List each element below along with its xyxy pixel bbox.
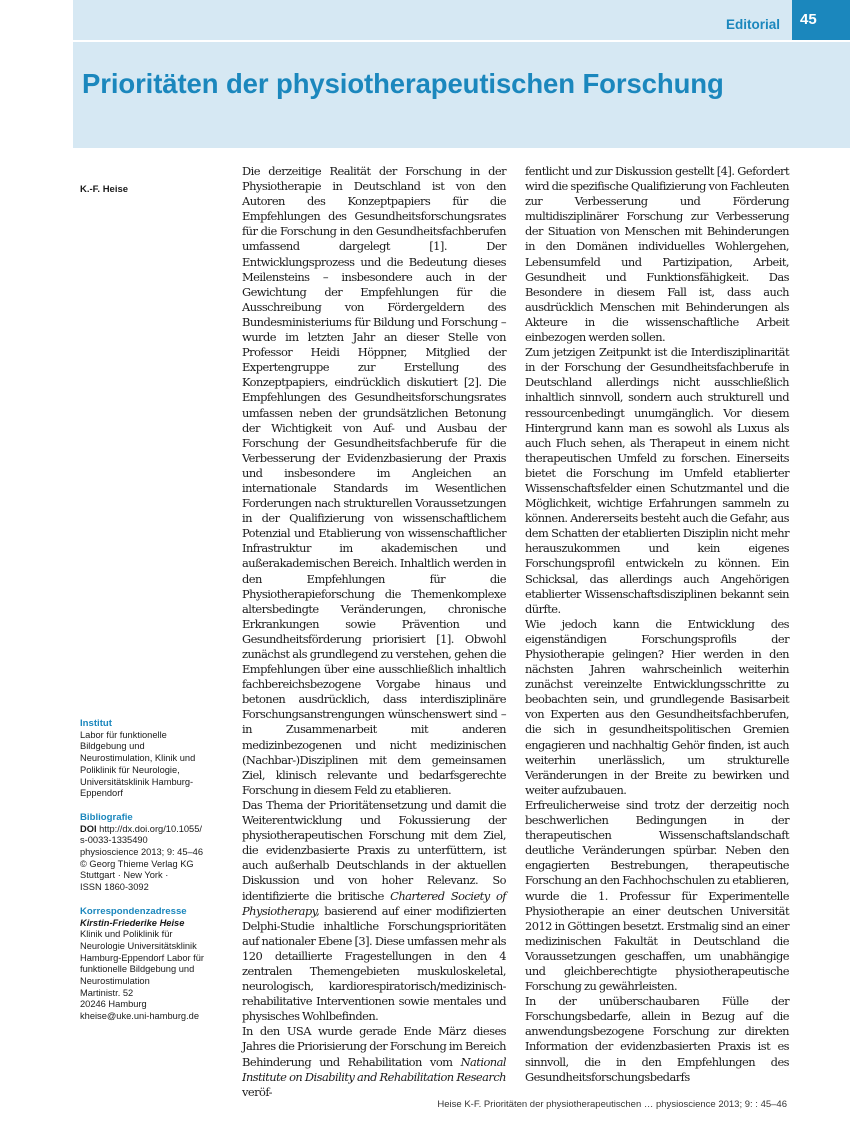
institut-line: Eppendorf	[80, 788, 123, 799]
paragraph: Die derzeitige Realität der Forschung in der Physiotherapie in Deutschland ist von den Autoren des Konzeptpapiers für die Empfehlungen des Gesundheitsforschungsrates für die Forschung in den Gesundheitsfachberufen umfassend dargelegt [1]. Der Entwicklungsprozess und die Bedeutung dieses Meilensteins – insbesondere auch in der Gewichtung der Empfehlungen für die Ausschreibung von Fördergeldern des Bundesministeriums für Bildung und Forschung – wurde im letzten Jahr an dieser Stelle von Professor Heidi Höppner, Mitglied der Expertengruppe zur Erstellung des Konzeptpapiers, eindrücklich diskutiert [2]. Die Empfehlungen des Gesundheitsforschungsrates umfassen neben der grundsätzlichen Betonung der Wichtigkeit von Auf- und Ausbau der Forschung der Gesundheitsfachberufe für die Verbesserung der Evidenzbasierung der Praxis und insbesondere im Angleichen an internationale Standards im Wesentlichen Forderungen nach strukturellen Voraussetzungen in der Qualifizierung von wissenschaftlichem Potenzial und Etablierung von wissenschaftlicher Infrastruktur im akademischen und außerakademischen Bereich. Inhaltlich werden in den Empfehlungen für die Physiotherapieforschung die Themenkomplexe altersbedingte Veränderungen, chronische Erkrankungen sowie Prävention und Gesundheitsförderung priorisiert [1]. Obwohl zunächst als grundlegend zu verstehen, gehen die Empfehlungen über eine ausschließlich inhaltlich fachbereichsbezogene Vorgabe hinaus und betonen ausdrücklich, dass interdisziplinäre Forschungsanstrengungen wünschenswert sind – in Zusammenarbeit mit anderen medizinbezogenen und nicht medizinischen (Nachbar-)Disziplinen mit dem gemeinsamen Ziel, klinisch relevante und bedarfsgerechte Forschung in diesem Feld zu etablieren.	[242, 164, 506, 797]
contact-line: Hamburg-Eppendorf Labor für	[80, 952, 205, 963]
article-title: Prioritäten der physiotherapeutischen Forschung	[82, 68, 724, 99]
emphasis: Chartered Society of Physiotherapy,	[242, 888, 506, 918]
doi-label: DOI	[80, 823, 97, 834]
issn: ISSN 1860-3092	[80, 882, 149, 893]
contact-line: Martinistr. 52	[80, 987, 134, 998]
institut-line: Poliklinik für Neurologie,	[80, 764, 180, 775]
text-column-2	[525, 164, 789, 1085]
paragraph: Erfreulicherweise sind trotz der derzeitig noch beschwerlichen Bedingungen in der therapeutischen Wissenschaftslandschaft deutliche Veränderungen spürbar. Neben den engagierten Bestrebungen, therapeutische Forschung an den Fachhochschulen zu etablieren, wurde die 1. Professur für Experimentelle Physiotherapie an einer deutschen Universität 2012 in Göttingen besetzt. Erstmalig sind an einer medizinischen Fakultät in Deutschland die Voraussetzungen geschaffen, um unabhängige und gleichberechtigte physiotherapeutische Forschung zu gewährleisten.	[525, 797, 789, 994]
institut-line: Neurostimulation, Klinik und	[80, 753, 196, 764]
contact-line: Neurostimulation	[80, 976, 150, 987]
copyright: © Georg Thieme Verlag KG	[80, 858, 194, 869]
contact-email[interactable]: kheise@uke.uni-hamburg.de	[80, 1011, 200, 1022]
publisher-place: Stuttgart · New York ·	[80, 870, 169, 881]
contact-line: Neurologie Universitätsklinik	[80, 940, 197, 951]
bibliografie-heading: Bibliografie	[80, 811, 133, 823]
paragraph: Zum jetzigen Zeitpunkt ist die Interdisziplinarität in der Forschung der Gesundheitsfachberufe in Deutschland allerdings nicht ausschließlich inhaltlich sinnvoll, sondern auch strukturell und ressourcenbedingt unumgänglich. Vor diesem Hintergrund kann man es sowohl als Luxus als auch Fluch sehen, als Therapeut in einem nicht therapeutischen Umfeld zu forschen. Einerseits bietet die Forschung im Umfeld etablierter Wissenschaftsfelder einen Schutzmantel und die Möglichkeit, wichtige Erfahrungen sammeln zu können. Andererseits besteht auch die Gefahr, aus dem Schatten der etablierten Disziplin nicht mehr herauszukommen und kein eigenes Forschungsprofil entwickeln zu können. Ein Schicksal, das allerdings auch Angehörigen etablierter Wissenschaftsdisziplinen bekannt sein dürfte.	[525, 345, 789, 616]
paragraph: Das Thema der Prioritätensetzung und damit die Weiterentwicklung und Fokussierung der physiotherapeutischen Forschung mit dem Ziel, die evidenzbasierte Praxis zu unterfüttern, ist auch außerhalb Deutschlands in der aktuellen Diskussion und von hoher Relevanz. So identifizierte die britische Chartered Society of Physiotherapy, basierend auf einer modifizierten Delphi-Studie inhaltliche Forschungsprioritäten auf nationaler Ebene [3]. Diese umfassen mehr als 120 detaillierte Fragestellungen in den 4 zentralen Themengebieten muskuloskeletal, neurologisch, kardiorespiratorisch/medizinisch-rehabilitative Interventionen sowie mentales und physisches Wohlbefinden.	[242, 797, 506, 1024]
institut-heading: Institut	[80, 718, 112, 729]
section-label: Editorial	[725, 17, 780, 32]
doi-line	[80, 824, 230, 836]
doi-cont: s-0033-1335490	[80, 835, 148, 846]
paragraph: Wie jedoch kann die Entwicklung des eigenständigen Forschungsprofils der Physiotherapie gelingen? Hier werden in den nächsten Jahren wahrscheinlich weiterhin zunächst vereinzelte Entwicklungsschritte zu beobachten sein, und grundlegende Basisarbeit von Experten aus den Gesundheitsfachberufen, die sich in gesundheitspolitischen Gremien engagieren und nachhaltig Gehör finden, ist auch weiterhin unerlässlich, um strukturelle Veränderungen in der Breite zu bewirken und weiter aufzubauen.	[525, 616, 789, 797]
contact-line: Klinik und Poliklinik für	[80, 929, 173, 940]
institut-line: Bildgebung und	[80, 741, 145, 752]
citation: physioscience 2013; 9: 45–46	[80, 847, 204, 858]
sidebar-info	[80, 718, 230, 1023]
contact-name: Kirstin-Friederike Heise	[80, 917, 185, 928]
institut-line: Universitätsklinik Hamburg-	[80, 776, 194, 787]
page-footer: Heise K-F. Prioritäten der physiotherapeutischen … physioscience 2013; 9: : 45–46	[437, 1099, 787, 1110]
paragraph: In den USA wurde gerade Ende März dieses Jahres die Priorisierung der Forschung im Bereich Behinderung und Rehabilitation vom National Institute on Disability and Rehabilitation Research veröf-	[242, 1024, 506, 1099]
korrespondenz-heading: Korrespondenzadresse	[80, 905, 187, 917]
paragraph: fentlicht und zur Diskussion gestellt [4]. Gefordert wird die spezifische Qualifizierung von Fachleuten zur Verbesserung und Förderung multidisziplinärer Forschung zur Verbesserung der Situation von Menschen mit Behinderungen in den Domänen individuelles Wohlergehen, Lebensumfeld und Partizipation, Arbeit, Gesundheit und Funktionsfähigkeit. Das Besondere in diesem Fall ist, dass auch ausdrücklich Menschen mit Behinderungen als Akteure in die wissenschaftliche Arbeit einbezogen werden sollen.	[525, 164, 789, 345]
text-column-1	[242, 164, 506, 1100]
header-rule	[73, 40, 850, 42]
institut-line: Labor für funktionelle	[80, 729, 167, 740]
emphasis: National Institute on Disability and Rehabilitation Research	[242, 1054, 506, 1084]
page-number: 45	[792, 0, 850, 40]
paragraph: In der unüberschaubaren Fülle der Forschungsbedarfe, allein in Bezug auf die anwendungsbezogene Forschung zur direkten Information der evidenzbasierten Praxis ist es sinnvoll, die in den Empfehlungen des Gesundheitsforschungsbedarfs	[525, 994, 789, 1084]
contact-line: funktionelle Bildgebung und	[80, 964, 195, 975]
contact-line: 20246 Hamburg	[80, 999, 147, 1010]
author-name: K.-F. Heise	[80, 184, 129, 195]
doi-link[interactable]: http://dx.doi.org/10.1055/	[99, 823, 202, 834]
